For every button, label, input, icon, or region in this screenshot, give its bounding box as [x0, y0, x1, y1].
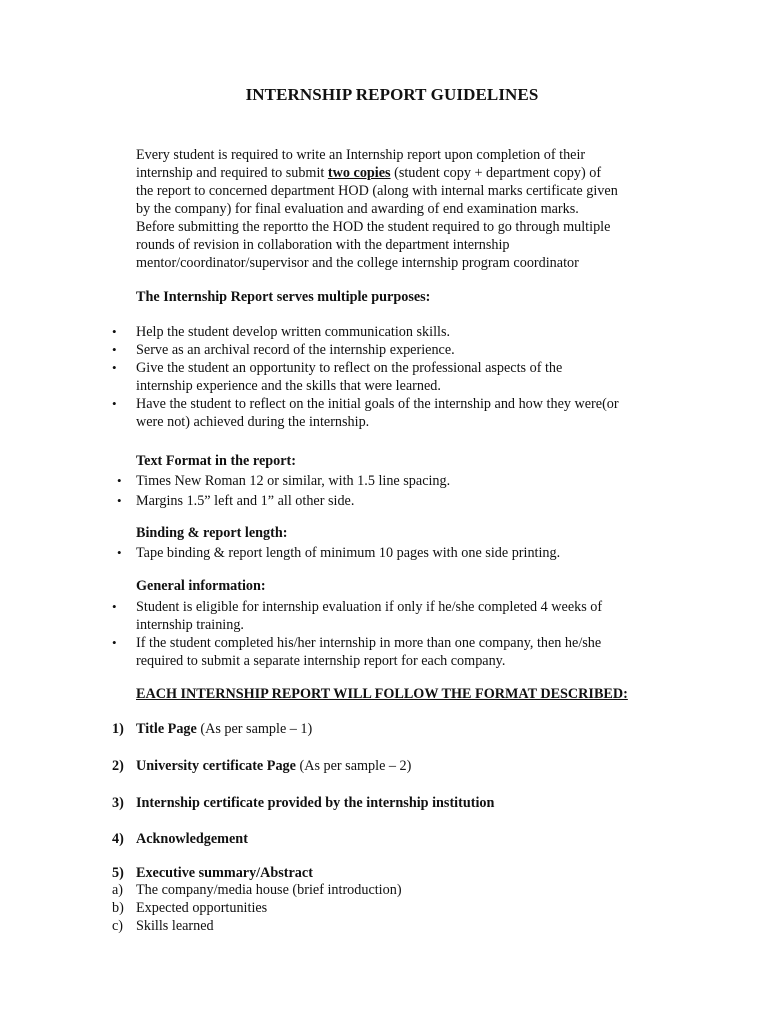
- section-note: (As per sample – 2): [295, 758, 412, 774]
- list-item: [0, 323, 768, 341]
- section-title: University certificate Page: [136, 758, 296, 774]
- purposes-list: [0, 323, 768, 431]
- list-item-text: If the student completed his/her internship in more than one company, then he/she: [136, 635, 602, 651]
- general-list: [0, 598, 768, 670]
- sub-item-letter: a): [112, 882, 124, 898]
- list-item-text: internship training.: [136, 617, 244, 633]
- purposes-heading: The Internship Report serves multiple purposes:: [136, 289, 431, 305]
- section-item: [112, 864, 313, 882]
- sub-item: [112, 899, 267, 917]
- list-item-text: Tape binding & report length of minimum 10 pages with one side printing.: [136, 545, 561, 561]
- list-item-text: Give the student an opportunity to reflect on the professional aspects of the: [136, 360, 563, 376]
- list-item: [0, 492, 768, 510]
- list-item-text: were not) achieved during the internship.: [136, 414, 370, 430]
- bullet-icon: •: [112, 342, 117, 357]
- bullet-icon: •: [112, 396, 117, 411]
- general-heading: General information:: [136, 578, 266, 594]
- text-format-heading: Text Format in the report:: [136, 453, 296, 469]
- intro-line: [136, 164, 656, 182]
- bullet-icon: •: [112, 360, 117, 375]
- list-item-text: Student is eligible for internship evaluation if only if he/she completed 4 weeks of: [136, 599, 603, 615]
- section-title: Executive summary/Abstract: [136, 865, 313, 881]
- list-item-text: internship experience and the skills that were learned.: [136, 378, 441, 394]
- intro-text: (student copy + department copy) of: [390, 165, 602, 181]
- bullet-icon: •: [112, 635, 117, 650]
- list-item-text: Help the student develop written communication skills.: [136, 324, 451, 340]
- list-item: [0, 359, 768, 395]
- list-item-text: Serve as an archival record of the internship experience.: [136, 342, 455, 358]
- section-item: [112, 757, 411, 775]
- section-title: Title Page: [136, 721, 197, 737]
- binding-heading: Binding & report length:: [136, 525, 288, 541]
- sub-item-letter: b): [112, 900, 124, 916]
- list-item-text: Times New Roman 12 or similar, with 1.5 line spacing.: [136, 473, 451, 489]
- list-item: [0, 544, 768, 562]
- section-number: 3): [112, 795, 124, 811]
- sub-item: [112, 917, 214, 935]
- intro-line: rounds of revision in collaboration with the department internship: [136, 237, 510, 253]
- section-item: [112, 830, 248, 848]
- list-item: [0, 472, 768, 490]
- intro-line: mentor/coordinator/supervisor and the college internship program coordinator: [136, 255, 579, 271]
- intro-line: Every student is required to write an Internship report upon completion of their: [136, 147, 586, 163]
- section-number: 5): [112, 865, 124, 881]
- bullet-icon: •: [117, 493, 122, 508]
- intro-line: the report to concerned department HOD (along with internal marks certificate given: [136, 183, 618, 199]
- section-number: 1): [112, 721, 124, 737]
- two-copies-emphasis: two copies: [327, 165, 391, 181]
- document-title: INTERNSHIP REPORT GUIDELINES: [245, 85, 539, 104]
- list-item-text: Margins 1.5” left and 1” all other side.: [136, 493, 355, 509]
- section-item: [112, 794, 494, 812]
- section-title: Internship certificate provided by the internship institution: [136, 795, 495, 811]
- section-number: 4): [112, 831, 124, 847]
- list-item: [0, 341, 768, 359]
- sub-item-text: The company/media house (brief introduction): [136, 882, 402, 898]
- sub-item: [112, 881, 402, 899]
- list-item-text: required to submit a separate internship report for each company.: [136, 653, 506, 669]
- bullet-icon: •: [117, 473, 122, 488]
- sub-item-text: Expected opportunities: [136, 900, 268, 916]
- bullet-icon: •: [112, 599, 117, 614]
- list-item: [0, 634, 768, 670]
- list-item: [0, 395, 768, 431]
- list-item-text: Have the student to reflect on the initial goals of the internship and how they were(or: [136, 396, 619, 412]
- list-item: [0, 598, 768, 634]
- sub-item-letter: c): [112, 918, 124, 934]
- section-note: (As per sample – 1): [196, 721, 313, 737]
- bullet-icon: •: [117, 545, 122, 560]
- format-heading: EACH INTERNSHIP REPORT WILL FOLLOW THE FORMAT DESCRIBED:: [136, 686, 628, 702]
- section-title: Acknowledgement: [136, 831, 248, 847]
- binding-list: [0, 544, 768, 562]
- intro-text: internship and required to submit: [136, 165, 328, 181]
- bullet-icon: •: [112, 324, 117, 339]
- sub-item-text: Skills learned: [136, 918, 214, 934]
- intro-line: by the company) for final evaluation and awarding of end examination marks.: [136, 201, 579, 217]
- text-format-list: [0, 472, 768, 510]
- intro-line: Before submitting the reportto the HOD the student required to go through multiple: [136, 219, 611, 235]
- section-number: 2): [112, 758, 124, 774]
- section-item: [112, 720, 312, 738]
- intro-paragraph: [136, 146, 656, 272]
